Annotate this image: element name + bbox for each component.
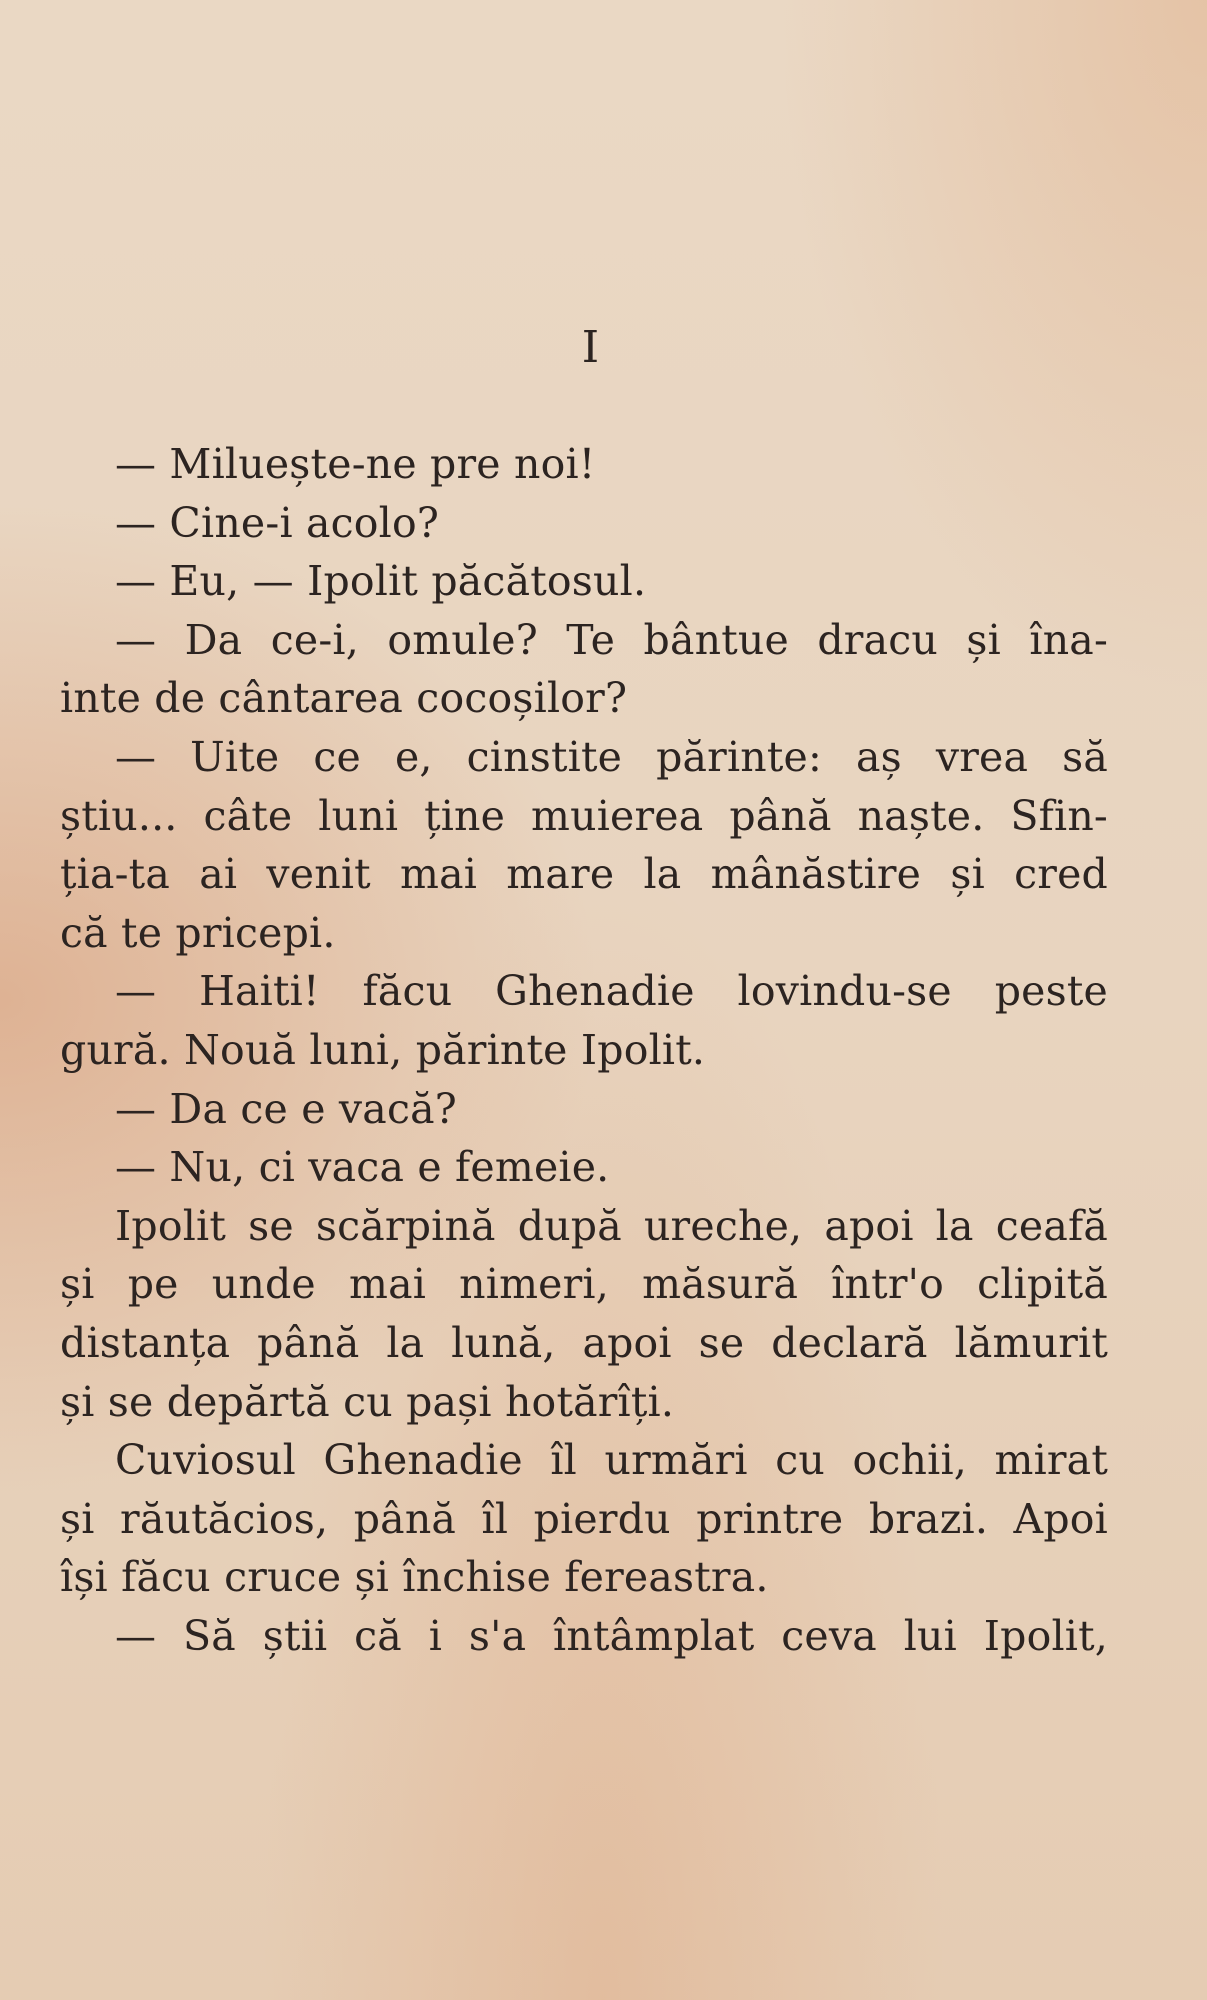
- text-line: și răutăcios, până îl pierdu printre brazi. Apoi: [60, 1494, 1108, 1543]
- text-line: Cuviosul Ghenadie îl urmări cu ochii, mirat: [115, 1436, 1108, 1485]
- text-line: — Miluește-ne pre noi!: [115, 440, 596, 488]
- text-line: distanța până la lună, apoi se declară lămurit: [60, 1318, 1108, 1367]
- text-line: își făcu cruce și închise fereastra.: [60, 1553, 769, 1602]
- text-line: — Da ce-i, omule? Te bântue dracu și îna-: [115, 615, 1108, 664]
- chapter-heading: I: [581, 322, 601, 373]
- text-line: — Uite ce e, cinstite părinte: aș vrea să: [115, 732, 1108, 781]
- text-line: și se depărtă cu pași hotărîți.: [60, 1377, 675, 1426]
- text-line: ția-ta ai venit mai mare la mânăstire și cred: [60, 850, 1108, 899]
- text-line: — Eu, — Ipolit păcătosul.: [115, 557, 647, 606]
- text-line: că te pricepi.: [60, 908, 336, 957]
- text-line: — Haiti! făcu Ghenadie lovindu-se peste: [115, 967, 1108, 1016]
- text-line: — Să știi că i s'a întâmplat ceva lui Ipolit,: [115, 1611, 1108, 1660]
- text-line: Ipolit se scărpină după ureche, apoi la ceafă: [115, 1201, 1108, 1250]
- text-line: gură. Nouă luni, părinte Ipolit.: [60, 1025, 706, 1074]
- text-line: și pe unde mai nimeri, măsură într'o clipită: [60, 1260, 1108, 1309]
- text-line: — Da ce e vacă?: [115, 1084, 457, 1133]
- text-line: — Nu, ci vaca e femeie.: [115, 1143, 610, 1192]
- body-text: [60, 435, 1108, 1665]
- text-line: știu... câte luni ține muierea până naște. Sfin-: [60, 791, 1108, 840]
- text-line: inte de cântarea cocoșilor?: [60, 674, 628, 723]
- text-line: — Cine-i acolo?: [115, 498, 440, 547]
